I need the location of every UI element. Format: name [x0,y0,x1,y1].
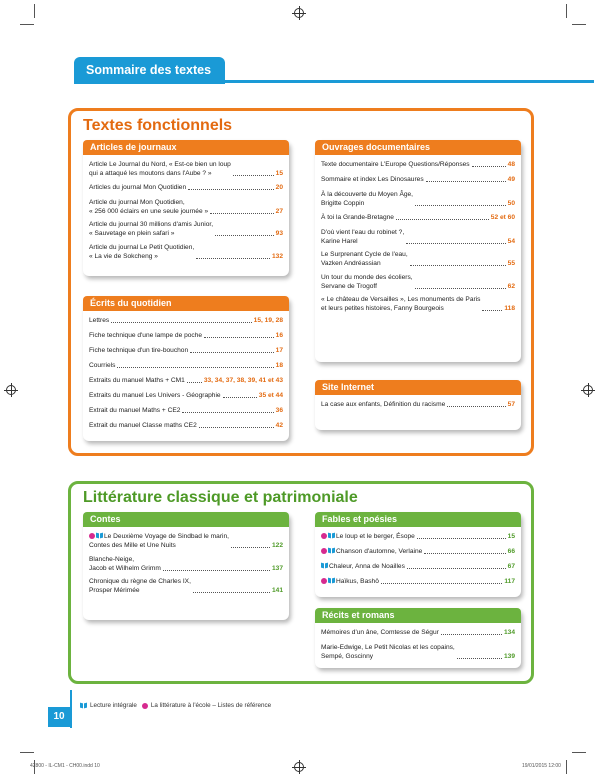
box-site-internet [315,380,521,430]
page-title: Sommaire des textes [74,57,225,84]
book-icon [328,533,335,539]
box-fables-poesies [315,512,521,597]
toc-entry[interactable]: Fiche technique d'une lampe de poche 16 [89,332,283,339]
registration-mark-right [583,385,593,395]
litterature-circle-icon [321,578,327,584]
section-litterature [68,481,534,684]
page-number-rule [70,690,72,728]
toc-entry[interactable]: Articles du journal Mon Quotidien 20 [89,183,283,191]
box-ouvrages-documentaires [315,140,521,362]
toc-entry[interactable]: Chanson d'automne, Verlaine 66 [321,547,515,556]
registration-mark-top [294,8,304,18]
book-icon [96,533,103,539]
legend-litterature: La littérature à l'école – Listes de référence [150,702,272,709]
toc-entry[interactable]: Mémoires d'un âne, Comtesse de Ségur 134 [321,629,515,636]
box-heading: Écrits du quotidien [83,296,289,311]
toc-entry[interactable]: Extrait du manuel Classe maths CE2 42 [89,422,283,429]
crop-mark [572,24,586,25]
toc-entry[interactable]: Extraits du manuel Maths + CM1 33, 34, 37, 38, 39, 41 et 43 [89,377,283,384]
toc-entry[interactable]: Article du journal Le Petit Quotidien, « La vie de Sokcheng » 132 [89,243,283,260]
toc-entry[interactable]: Haïkus, Bashô 117 [321,577,515,586]
toc-entry[interactable]: À toi la Grande-Bretagne 52 et 60 [321,213,515,221]
crop-mark [20,24,34,25]
toc-entry[interactable]: Article Le Journal du Nord, « Est-ce bien un loup qui a attaqué les moutons dans l'Aube ? » 15 [89,161,283,177]
litterature-circle-icon [321,533,327,539]
page-number: 10 [48,707,70,727]
box-recits-romans [315,608,521,668]
crop-mark [572,752,586,753]
section-title: Littérature classique et patrimoniale [83,489,358,506]
litterature-circle-icon [142,703,148,709]
print-date: 19/01/2015 12:00 [522,763,561,769]
toc-entry[interactable]: Chronique du règne de Charles IX, Prosper Mérimée 141 [89,578,283,594]
legend [80,702,271,709]
box-heading: Récits et romans [315,608,521,623]
toc-entry[interactable]: Le loup et le berger, Ésope 15 [321,532,515,541]
book-icon [328,578,335,584]
book-icon [80,703,87,709]
toc-entry[interactable]: Blanche-Neige, Jacob et Wilhelm Grimm 137 [89,555,283,572]
crop-mark [20,752,34,753]
toc-entry[interactable]: Fiche technique d'un tire-bouchon 17 [89,347,283,354]
box-ecrits-quotidien [83,296,289,441]
toc-entry[interactable]: Sommaire et index Les Dinosaures 49 [321,176,515,183]
toc-entry[interactable]: Article du journal Mon Quotidien, « 256 000 éclairs en une seule journée » 27 [89,198,283,215]
toc-entry[interactable]: Lettres 15, 19, 28 [89,317,283,324]
box-heading: Articles de journaux [83,140,289,155]
toc-entry[interactable]: Un tour du monde des écoliers, Servane de Trogoff 62 [321,273,515,290]
toc-entry[interactable]: Le Deuxième Voyage de Sindbad le marin, Contes des Mille et Une Nuits 122 [89,533,283,549]
litterature-circle-icon [89,533,95,539]
registration-mark-left [6,385,16,395]
print-slug: 42800 - IL-CM1 - CH00.indd 10 [30,763,100,769]
toc-entry[interactable]: Marie-Edwige, Le Petit Nicolas et les copains, Sempé, Goscinny 139 [321,644,515,660]
box-articles-journaux [83,140,289,276]
box-heading: Site Internet [315,380,521,395]
toc-entry[interactable]: « Le château de Versailles », Les monuments de Paris et leurs petites histoires, Fanny Bourgeois 118 [321,296,515,312]
box-heading: Contes [83,512,289,527]
toc-entry[interactable]: Chaleur, Anna de Noailles 67 [321,562,515,571]
toc-entry[interactable]: Article du journal 30 millions d'amis Junior, « Sauvetage en plein safari » 93 [89,221,283,237]
legend-lecture: Lecture intégrale [90,702,137,709]
section-title: Textes fonctionnels [83,117,233,134]
toc-entry[interactable]: Texte documentaire L'Europe Questions/Réponses 48 [321,161,515,168]
box-heading: Fables et poésies [315,512,521,527]
book-icon [328,548,335,554]
toc-entry[interactable]: Le Surprenant Cycle de l'eau, Vazken Andréassian 55 [321,251,515,267]
toc-entry[interactable]: La case aux enfants, Définition du racisme 57 [321,401,515,408]
registration-mark-bottom [294,762,304,772]
box-heading: Ouvrages documentaires [315,140,521,155]
section-textes-fonctionnels [68,108,534,456]
crop-mark [34,4,35,18]
crop-mark [566,4,567,18]
book-icon [321,563,328,569]
toc-entry[interactable]: Courriels 18 [89,362,283,369]
toc-entry[interactable]: Extrait du manuel Maths + CE2 36 [89,407,283,414]
toc-entry[interactable]: Extraits du manuel Les Univers - Géographie 35 et 44 [89,392,283,399]
box-contes [83,512,289,620]
litterature-circle-icon [321,548,327,554]
toc-entry[interactable]: D'où vient l'eau du robinet ?, Karine Harel 54 [321,228,515,245]
toc-entry[interactable]: À la découverte du Moyen Âge, Brigitte Coppin 50 [321,191,515,207]
crop-mark [566,760,567,774]
